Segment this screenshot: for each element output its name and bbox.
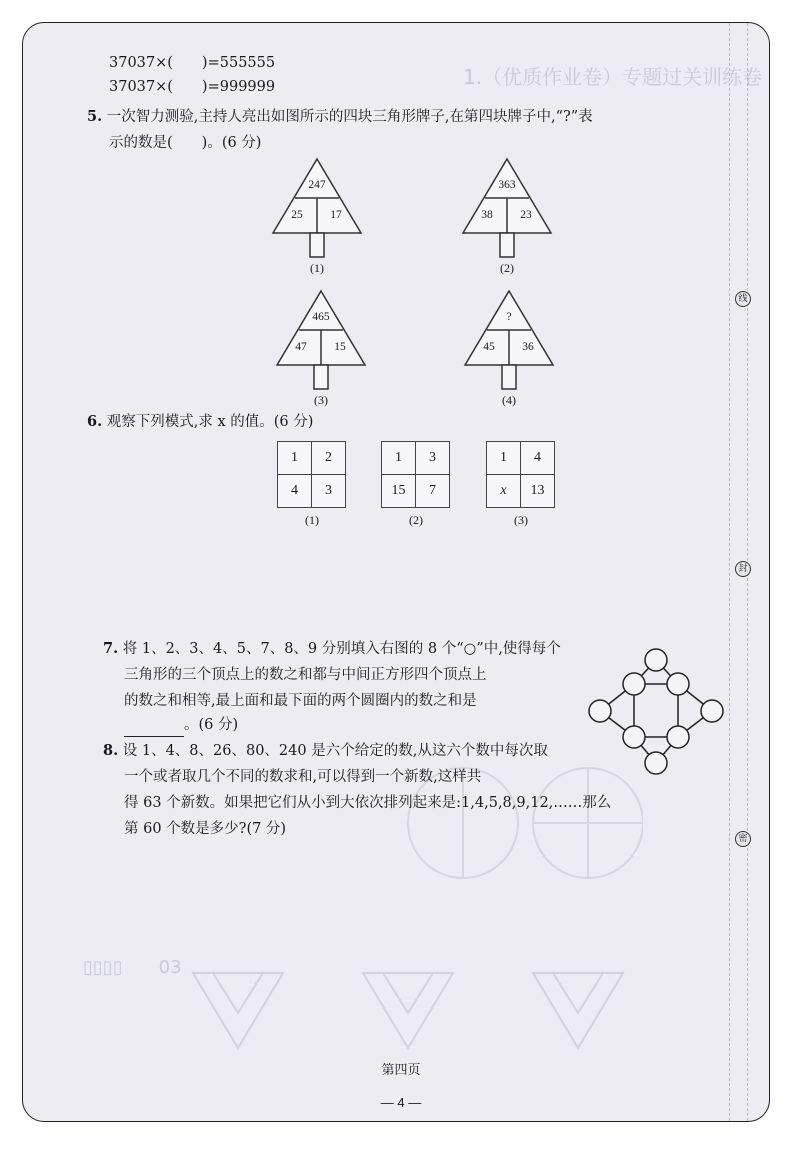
number-circle[interactable] xyxy=(645,752,667,774)
margin-mark-text: 封 xyxy=(738,564,748,574)
grid-cell: 1 xyxy=(487,442,521,475)
tree-left-number: 47 xyxy=(295,341,307,353)
margin-mark-text: 密 xyxy=(738,834,748,844)
question-number: 5. xyxy=(87,108,103,125)
question-7-line-4 xyxy=(124,713,238,737)
question-text: 设 1、4、8、26、80、240 是六个给定的数,从这六个数中每次取 xyxy=(122,743,548,759)
question-8-line-4: 第 60 个数是多少?(7 分) xyxy=(124,821,287,837)
bleed-through-text: ▯▯▯▯ 03 xyxy=(83,957,182,978)
grid-cell: 4 xyxy=(278,475,312,508)
question-text: 一次智力测验,主持人亮出如图所示的四块三角形牌子,在第四块牌子中,“?”表 xyxy=(106,109,593,125)
grid-cell: 2 xyxy=(312,442,346,475)
margin-mark-text: 线 xyxy=(738,294,748,304)
question-text: 观察下列模式,求 x 的值。(6 分) xyxy=(106,414,314,430)
tree-right-number: 15 xyxy=(334,341,346,353)
grid-cell: 7 xyxy=(416,475,450,508)
tree-left-number: 45 xyxy=(483,341,495,353)
number-circle[interactable] xyxy=(623,726,645,748)
figure-label: (2) xyxy=(500,261,514,275)
figure-label: (1) xyxy=(310,261,324,275)
equation-line: 37037×( )=999999 xyxy=(109,79,276,95)
question-number: 8. xyxy=(103,742,119,759)
question-8-line-2: 一个或者取几个不同的数求和,可以得到一个新数,这样共 xyxy=(124,769,482,785)
grid-cell: 4 xyxy=(521,442,555,475)
number-grid xyxy=(277,441,346,508)
question-5-line-1 xyxy=(87,105,593,129)
question-8-line-1 xyxy=(103,739,548,763)
number-circle[interactable] xyxy=(701,700,723,722)
figure-label: (3) xyxy=(514,513,528,527)
number-circle[interactable] xyxy=(589,700,611,722)
tree-top-number: 247 xyxy=(308,179,326,191)
bleed-through-figures xyxy=(173,953,653,1063)
grid-cell: 3 xyxy=(416,442,450,475)
question-number: 6. xyxy=(87,413,103,430)
tree-top-number: ? xyxy=(506,311,512,323)
question-6 xyxy=(87,410,313,434)
margin-mark-seal xyxy=(735,561,751,577)
question-7-line-2: 三角形的三个顶点上的数之和都与中间正方形四个顶点上 xyxy=(124,667,487,683)
grid-cell: x xyxy=(487,475,521,508)
margin-mark-seal xyxy=(735,831,751,847)
figure-label: (1) xyxy=(305,513,319,527)
number-circle[interactable] xyxy=(667,673,689,695)
tree-left-number: 38 xyxy=(481,209,493,221)
margin-mark-seal xyxy=(735,291,751,307)
triangle-tree xyxy=(463,289,555,429)
number-circle[interactable] xyxy=(667,726,689,748)
question-7-line-3: 的数之和相等,最上面和最下面的两个圆圈内的数之和是 xyxy=(124,693,477,709)
question-number: 7. xyxy=(103,640,119,657)
grid-cell: 1 xyxy=(278,442,312,475)
number-grid xyxy=(486,441,555,508)
triangle-tree xyxy=(271,157,363,297)
answer-blank[interactable] xyxy=(124,718,184,737)
tree-top-number: 363 xyxy=(498,179,516,191)
worksheet-page xyxy=(22,22,770,1122)
question-text: 将 1、2、3、4、5、7、8、9 分别填入右图的 8 个“○”中,使得每个 xyxy=(122,641,561,657)
tree-left-number: 25 xyxy=(291,209,303,221)
figure-label: (4) xyxy=(502,393,516,407)
grid-cell: 1 xyxy=(382,442,416,475)
tree-top-number: 465 xyxy=(312,311,330,323)
figure-label: (2) xyxy=(409,513,423,527)
tree-right-number: 17 xyxy=(330,209,342,221)
circle-square-figure xyxy=(581,641,731,781)
grid-cell: 13 xyxy=(521,475,555,508)
number-circle[interactable] xyxy=(623,673,645,695)
question-8-line-3: 得 63 个新数。如果把它们从小到大依次排列起来是:1,4,5,8,9,12,……那么 xyxy=(124,795,612,811)
triangle-tree xyxy=(275,289,367,429)
question-text: 。(6 分) xyxy=(184,717,239,733)
grid-cell: 3 xyxy=(312,475,346,508)
page-label: 第四页 xyxy=(381,1063,421,1078)
tree-right-number: 36 xyxy=(522,341,534,353)
question-5-line-2: 示的数是( )。(6 分) xyxy=(109,135,262,151)
number-circle[interactable] xyxy=(645,649,667,671)
number-grid xyxy=(381,441,450,508)
page-number: — 4 — xyxy=(380,1095,422,1110)
question-7-line-1 xyxy=(103,637,561,661)
triangle-tree xyxy=(461,157,553,297)
bleed-through-heading: 1.（优质作业卷）专题过关训练卷 xyxy=(463,65,763,89)
tree-right-number: 23 xyxy=(520,209,532,221)
figure-label: (3) xyxy=(314,393,328,407)
equation-line: 37037×( )=555555 xyxy=(109,55,276,71)
grid-cell: 15 xyxy=(382,475,416,508)
binding-line xyxy=(729,23,730,1121)
